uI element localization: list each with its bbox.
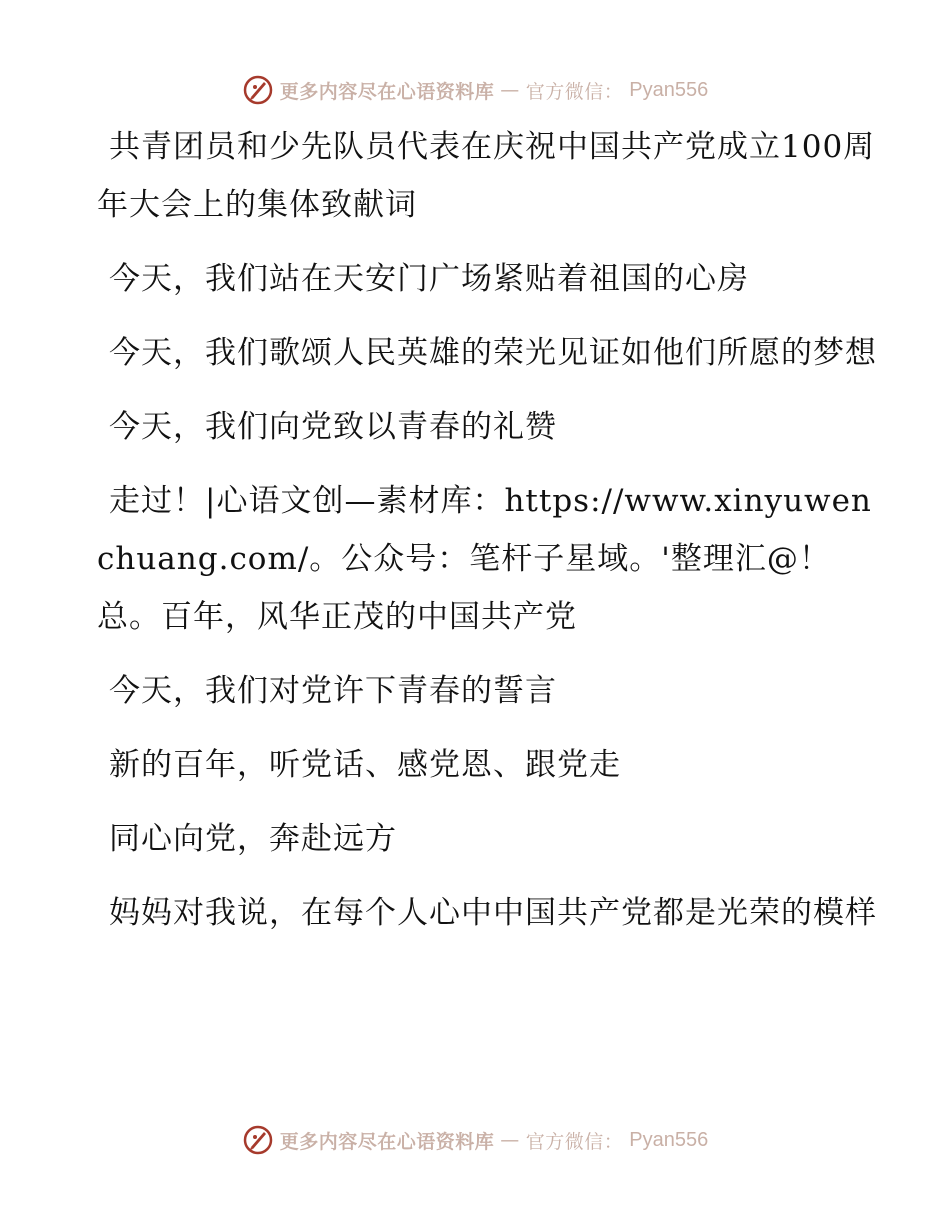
- watermark-main-text: 更多内容尽在心语资料库: [279, 80, 495, 103]
- document-body: [97, 118, 877, 958]
- watermark-sub-text: 官方微信：: [525, 1130, 624, 1153]
- quill-seal-icon: [242, 1124, 274, 1156]
- paragraph-title: [97, 118, 877, 234]
- paragraph: [97, 884, 877, 942]
- paragraph: [97, 398, 877, 456]
- paragraph: [97, 472, 877, 646]
- paragraph-text: 妈妈对我说，在每个人心中中国共产党都是光荣的模样: [109, 895, 877, 931]
- watermark-handle: Pyan556: [629, 78, 709, 101]
- paragraph-text: 今天，我们站在天安门广场紧贴着祖国的心房: [109, 261, 749, 297]
- paragraph-text: 走过！|心语文创—素材库：https://www.xinyuwenchuang.com/。公众号：笔杆子星域。'整理汇@！总。百年，风华正茂的中国共产党: [97, 483, 872, 635]
- quill-seal-icon: [242, 74, 274, 106]
- watermark-handle: Pyan556: [629, 1128, 709, 1151]
- paragraph-text: 今天，我们对党许下青春的誓言: [109, 673, 557, 709]
- paragraph-text: 共青团员和少先队员代表在庆祝中国共产党成立100周年大会上的集体致献词: [97, 129, 876, 223]
- watermark-sub-text: 官方微信：: [525, 80, 624, 103]
- watermark-main-text: 更多内容尽在心语资料库: [279, 1130, 495, 1153]
- paragraph: [97, 662, 877, 720]
- paragraph: [97, 324, 877, 382]
- paragraph: [97, 250, 877, 308]
- paragraph-text: 同心向党，奔赴远方: [109, 821, 397, 857]
- watermark-dash: —: [500, 79, 520, 101]
- paragraph: [97, 810, 877, 868]
- paragraph-text: 新的百年，听党话、感党恩、跟党走: [109, 747, 621, 783]
- watermark-dash: —: [500, 1129, 520, 1151]
- header-watermark: [0, 70, 950, 110]
- footer-watermark: [0, 1120, 950, 1160]
- paragraph-text: 今天，我们向党致以青春的礼赞: [109, 409, 557, 445]
- paragraph: [97, 736, 877, 794]
- paragraph-text: 今天，我们歌颂人民英雄的荣光见证如他们所愿的梦想: [109, 335, 877, 371]
